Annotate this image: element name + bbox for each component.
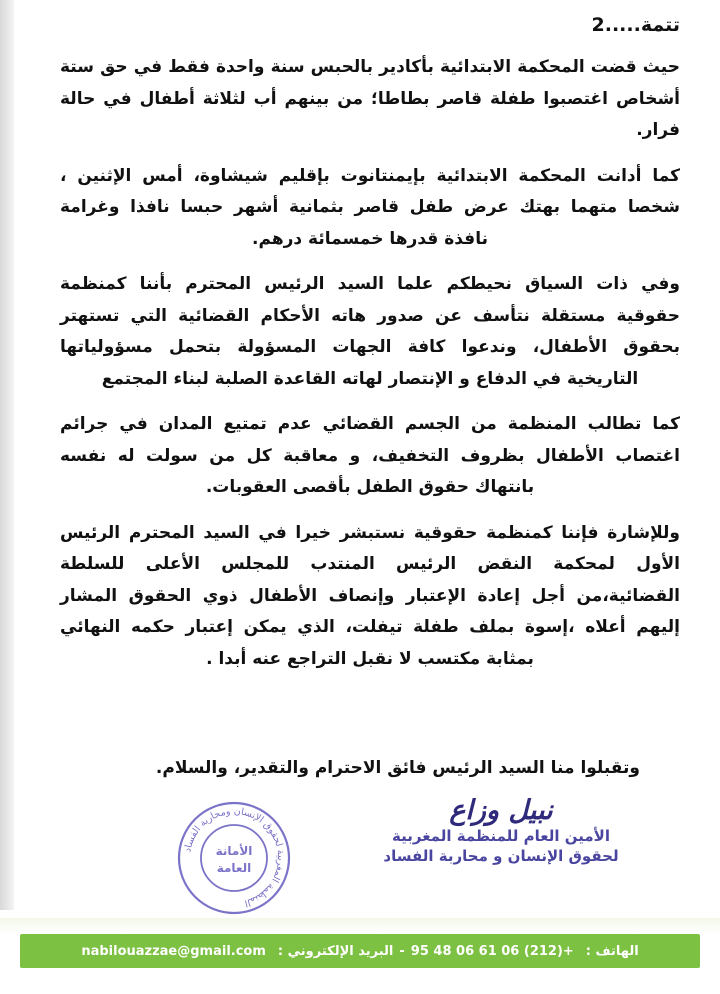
signature-title: الأمين العام للمنظمة المغربية: [392, 827, 610, 845]
signature-block: [366, 796, 636, 866]
phone-number: 95 48 06 61 06 (212)+: [410, 943, 574, 959]
signature-name: نبيل وزاع: [449, 795, 553, 826]
email-label: البريد الإلكتروني :: [277, 943, 394, 959]
stamp-outer-ring: [179, 803, 289, 913]
stamp-center-line-2: العامة: [216, 861, 252, 875]
closing-line: وتقبلوا منا السيد الرئيس فائق الاحترام والتقدير، والسلام.: [155, 758, 640, 778]
phone-label: الهاتف :: [585, 943, 639, 959]
email-address[interactable]: nabilouazzae@gmail.com: [81, 943, 266, 959]
stamp-center-line-1: الأمانة: [215, 844, 253, 858]
scan-edge-shadow: [0, 0, 14, 910]
stamp-inner-ring: [201, 825, 267, 891]
continuation-header: تتمة.....2: [591, 14, 680, 36]
organization-stamp: [176, 800, 292, 916]
paragraph-3: وفي ذات السياق نحيطكم علما السيد الرئيس المحترم بأننا كمنظمة حقوقية مستقلة نتأسف عن صدور هاته الأحكام القضائية التي تستهتر بحقوق الأطفال، وندعوا كافة الجهات المسؤولة بتحمل مسؤولياتها التاريخية في الدفاع و الإنتصار لهاته القاعدة الصلبة لبناء المجتمع: [60, 274, 680, 389]
letter-body: [60, 52, 680, 689]
paragraph-2: كما أدانت المحكمة الابتدائية بإيمنتانوت بإقليم شيشاوة، أمس الإثنين ، شخصا متهما بهتك عرض طفل قاصر بثمانية أشهر حبسا نافذا وغرامة نافذة قدرها خمسمائة درهم.: [60, 165, 680, 249]
paragraph-1: حيث قضت المحكمة الابتدائية بأكادير بالحبس سنة واحدة فقط في حق ستة أشخاص اغتصبوا طفلة قاصر بطاطا؛ من بينهم أب لثلاثة أطفال في حالة فرار.: [60, 57, 680, 140]
stamp-ring-text: المنظمة المغربية لحقوق الإنسان ومحاربة الفساد: [182, 805, 287, 909]
contact-separator: -: [399, 943, 405, 959]
signature-organization: لحقوق الإنسان و محاربة الفساد: [383, 847, 619, 865]
paragraph-5: وللإشارة فإننا كمنظمة حقوقية نستبشر خيرا في السيد المحترم الرئيس الأول لمحكمة النقض الرئيس المنتدب للمجلس الأعلى للسلطة القضائية،من أجل إعادة الإعتبار وإنصاف الأطفال ذوي الحقوق المشار إليهم أعلاه ،إسوة بملف طفلة تيفلت، الذي يمكن إعتبار حكمه النهائي بمثابة مكتسب لا نقبل التراجع عنه أبدا .: [60, 522, 680, 669]
footer-contact-bar: [20, 934, 700, 968]
paragraph-4: كما تطالب المنظمة من الجسم القضائي عدم تمتيع المدان في جرائم اغتصاب الأطفال بظروف التخفيف، و معاقبة كل من سولت له نفسه بانتهاك حقوق الطفل بأقصى العقوبات.: [60, 414, 680, 497]
